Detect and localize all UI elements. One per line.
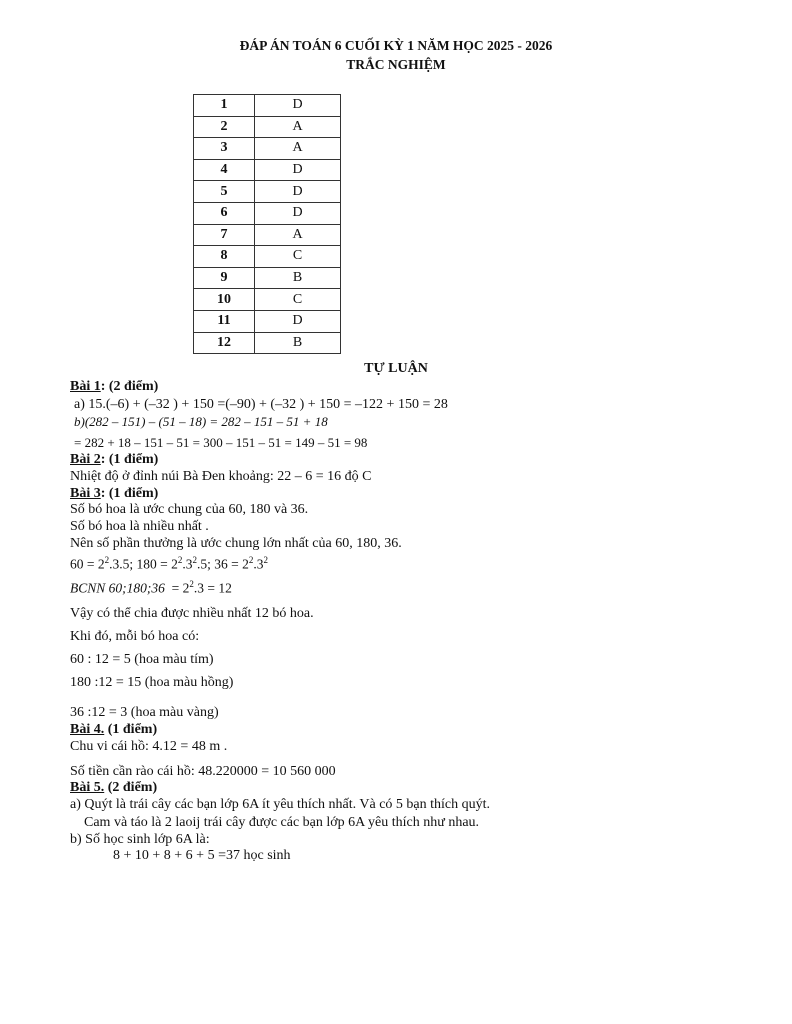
bai4-heading: Bài 4. (1 điểm) xyxy=(70,722,158,737)
answer-row xyxy=(194,138,341,160)
answer-choice: D xyxy=(255,310,341,332)
bai3-line-7: 180 :12 = 15 (hoa màu hồng) xyxy=(70,675,234,690)
answer-choice: D xyxy=(255,181,341,203)
question-number: 9 xyxy=(194,267,255,289)
bai1-part-a: a) 15.(–6) + (–32 ) + 150 =(–90) + (–32 ) + 150 = –122 + 150 = 28 xyxy=(74,397,448,412)
question-number: 8 xyxy=(194,246,255,268)
bai3-line-4: Vậy có thể chia được nhiều nhất 12 bó hoa. xyxy=(70,606,314,621)
answer-choice: B xyxy=(255,267,341,289)
answer-choice: B xyxy=(255,332,341,354)
answer-choice: D xyxy=(255,95,341,117)
section-title-multiple-choice: TRẮC NGHIỆM xyxy=(346,57,446,72)
bai5-line-3: b) Số học sinh lớp 6A là: xyxy=(70,832,210,847)
answer-choice: C xyxy=(255,289,341,311)
bai1-heading: Bài 1: (2 điểm) xyxy=(70,379,159,394)
answer-row xyxy=(194,202,341,224)
answer-table xyxy=(193,94,341,354)
answer-choice: A xyxy=(255,138,341,160)
bai1-part-b1: b)(282 – 151) – (51 – 18) = 282 – 151 – 51 + 18 xyxy=(74,414,328,429)
bai3-gcd: BCNN 60;180;36 = $2^2.3 = 12$ xyxy=(70,579,232,596)
bai4-line-1: Chu vi cái hồ: 4.12 = 48 m . xyxy=(70,739,228,754)
answer-choice: D xyxy=(255,159,341,181)
page-title: ĐÁP ÁN TOÁN 6 CUỐI KỲ 1 NĂM HỌC 2025 - 2026 xyxy=(239,38,553,53)
question-number: 1 xyxy=(194,95,255,117)
answer-row xyxy=(194,267,341,289)
question-number: 7 xyxy=(194,224,255,246)
question-number: 5 xyxy=(194,181,255,203)
question-number: 3 xyxy=(194,138,255,160)
answer-row xyxy=(194,224,341,246)
answer-row xyxy=(194,95,341,117)
question-number: 11 xyxy=(194,310,255,332)
bai4-line-2: Số tiền cần rào cái hồ: 48.220000 = 10 560 000 xyxy=(70,764,336,779)
section-title-essay: TỰ LUẬN xyxy=(364,361,428,376)
question-number: 4 xyxy=(194,159,255,181)
bai3-line-1: Số bó hoa là ước chung của 60, 180 và 36. xyxy=(70,502,309,517)
bai3-line-2: Số bó hoa là nhiều nhất . xyxy=(70,519,209,534)
answer-row xyxy=(194,159,341,181)
bai3-line-5: Khi đó, mỗi bó hoa có: xyxy=(70,629,200,644)
bai3-line-8: 36 :12 = 3 (hoa màu vàng) xyxy=(70,705,219,720)
bai2-text: Nhiệt độ ở đỉnh núi Bà Đen khoảng: 22 – 6 = 16 độ C xyxy=(70,469,372,484)
answer-row xyxy=(194,332,341,354)
question-number: 2 xyxy=(194,116,255,138)
answer-row xyxy=(194,181,341,203)
bai5-line-2: Cam và táo là 2 laoij trái cây được các bạn lớp 6A yêu thích như nhau. xyxy=(84,815,480,830)
answer-choice: A xyxy=(255,116,341,138)
answer-choice: C xyxy=(255,246,341,268)
bai3-line-3: Nên số phần thưởng là ước chung lớn nhất của 60, 180, 36. xyxy=(70,536,402,551)
bai3-line-6: 60 : 12 = 5 (hoa màu tím) xyxy=(70,652,214,667)
bai1-part-b2: = 282 + 18 – 151 – 51 = 300 – 151 – 51 = 149 – 51 = 98 xyxy=(74,435,368,450)
bai5-line-4: 8 + 10 + 8 + 6 + 5 =37 học sinh xyxy=(113,848,291,863)
bai2-heading: Bài 2: (1 điểm) xyxy=(70,452,159,467)
answer-row xyxy=(194,116,341,138)
question-number: 12 xyxy=(194,332,255,354)
bai5-line-1: a) Quýt là trái cây các bạn lớp 6A ít yêu thích nhất. Và có 5 bạn thích quýt. xyxy=(70,797,491,812)
answer-row xyxy=(194,289,341,311)
answer-choice: D xyxy=(255,202,341,224)
bai3-factorization: $60 = 2^2.3.5$; $180 = 2^2.3^2.5$; $36 = 2^2.3^2$ xyxy=(70,555,268,572)
answer-choice: A xyxy=(255,224,341,246)
bai3-heading: Bài 3: (1 điểm) xyxy=(70,486,159,501)
answer-row xyxy=(194,310,341,332)
question-number: 10 xyxy=(194,289,255,311)
answer-row xyxy=(194,246,341,268)
question-number: 6 xyxy=(194,202,255,224)
bai5-heading: Bài 5. (2 điểm) xyxy=(70,780,158,795)
